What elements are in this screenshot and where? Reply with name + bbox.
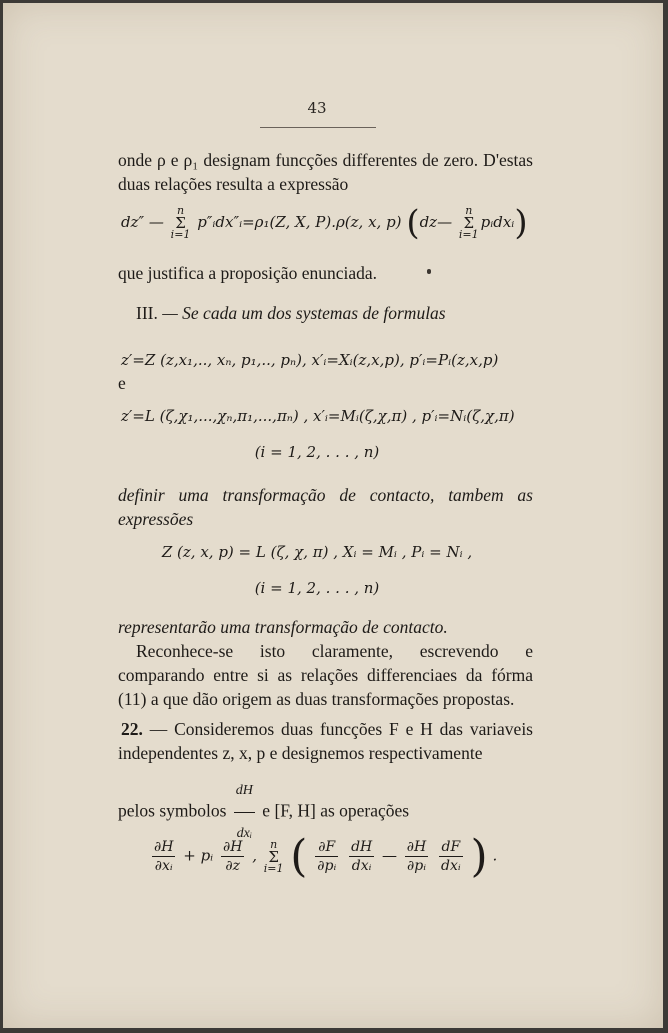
eq1-left: dz″ — xyxy=(121,213,164,231)
page-number: 43 xyxy=(307,99,327,117)
eq1-sum-2: n Σ i=1 xyxy=(458,204,479,241)
para7-end: e [F, H] as operações xyxy=(262,800,410,821)
equation-2: z′=Z (z,x₁,.., xₙ, p₁,.., pₙ), x′ᵢ=Xᵢ(z,x,p), p′ᵢ=Pᵢ(z,x,p) xyxy=(121,351,499,369)
book-page xyxy=(3,3,663,1028)
ink-dot xyxy=(427,269,431,274)
paragraph-5: Reconhece-se isto claramente, escrevendo e comparando entre si as relações differenciaes da fórma (11) a que dão origem as duas transformações propostas. xyxy=(118,641,533,709)
section-number: 22. xyxy=(121,719,143,739)
header-rule xyxy=(260,127,376,128)
para7-start: pelos symbolos xyxy=(118,800,227,821)
eq7-sum: n Σ i=1 xyxy=(263,837,284,875)
paragraph-1: onde ρ e ρ₁ designam funcções differentes de zero. D'estas duas relações resulta a expressão xyxy=(118,150,533,194)
eq1-paren-left: dz— xyxy=(419,213,453,231)
paragraph-3: definir uma transformação de contacto, tambem as expressões xyxy=(118,485,533,529)
eq7-frac-5: $\frac{\partial H}{\text{∂pᵢ}}$ xyxy=(406,839,427,874)
fraction-dH-dx: $\frac{dH}{\text{dxᵢ}}$ xyxy=(234,771,255,854)
eq7-frac-1: $\frac{\partial H}{\text{∂xᵢ}}$ xyxy=(154,839,174,874)
section-text: — Consideremos duas funcções F e H das variaveis independentes z, x, p e designemos respectivamente xyxy=(118,719,533,763)
equation-4: (i = 1, 2, . . . , n) xyxy=(254,443,380,461)
eq1-middle: p″ᵢdx″ᵢ=ρ₁(Z, X, P).ρ(z, x, p) xyxy=(197,213,402,231)
eq7-frac-4: $\frac{dH}{\text{dxᵢ}}$ xyxy=(351,839,373,874)
paragraph-4: representarão uma transformação de contacto. xyxy=(118,617,448,637)
equation-6: (i = 1, 2, . . . , n) xyxy=(254,579,380,597)
eq7-frac-3: $\frac{\partial F}{\text{∂pᵢ}}$ xyxy=(317,839,337,874)
conjunction-e: e xyxy=(118,373,126,393)
equation-5: Z (z, x, p) = L (ζ, χ, π) , Xᵢ = Mᵢ , Pᵢ = Nᵢ , xyxy=(161,543,473,561)
eq7-frac-2: $\frac{\partial H}{\partial z}$ xyxy=(222,839,243,874)
paragraph-6 xyxy=(118,717,533,765)
equation-1: dz″ — n Σ i=1 p″ᵢdx″ᵢ=ρ₁(Z, X, P).ρ(z, x, p) (dz— n Σ i=1pᵢdxᵢ) xyxy=(121,203,528,243)
theorem-text: — Se cada um dos systemas de formulas xyxy=(157,303,446,323)
eq1-paren-right: pᵢdxᵢ xyxy=(480,213,515,231)
paragraph-2: que justifica a proposição enunciada. xyxy=(118,263,377,283)
eq7-frac-6: $\frac{dF}{\text{dxᵢ}}$ xyxy=(441,839,461,874)
theorem-III xyxy=(136,301,533,325)
theorem-label: III. xyxy=(136,303,158,323)
equation-3: z′=L (ζ,χ₁,...,χₙ,π₁,...,πₙ) , x′ᵢ=Mᵢ(ζ,χ,π) , p′ᵢ=Nᵢ(ζ,χ,π) xyxy=(121,407,515,425)
equation-7: $\frac{\partial H}{\text{∂xᵢ}}$ + pᵢ $\frac{\partial H}{\partial z}$ , n Σ i=1 ( $\frac{\partial F}{\text{∂pᵢ}}$ $\frac{dH}{\text{dxᵢ}}$ — $\frac{\partial H}{\text{∂pᵢ}}$ $\frac{dF}{\text{dxᵢ}}$ ) . xyxy=(154,831,498,882)
eq1-sum: n Σ i=1 xyxy=(170,204,191,241)
